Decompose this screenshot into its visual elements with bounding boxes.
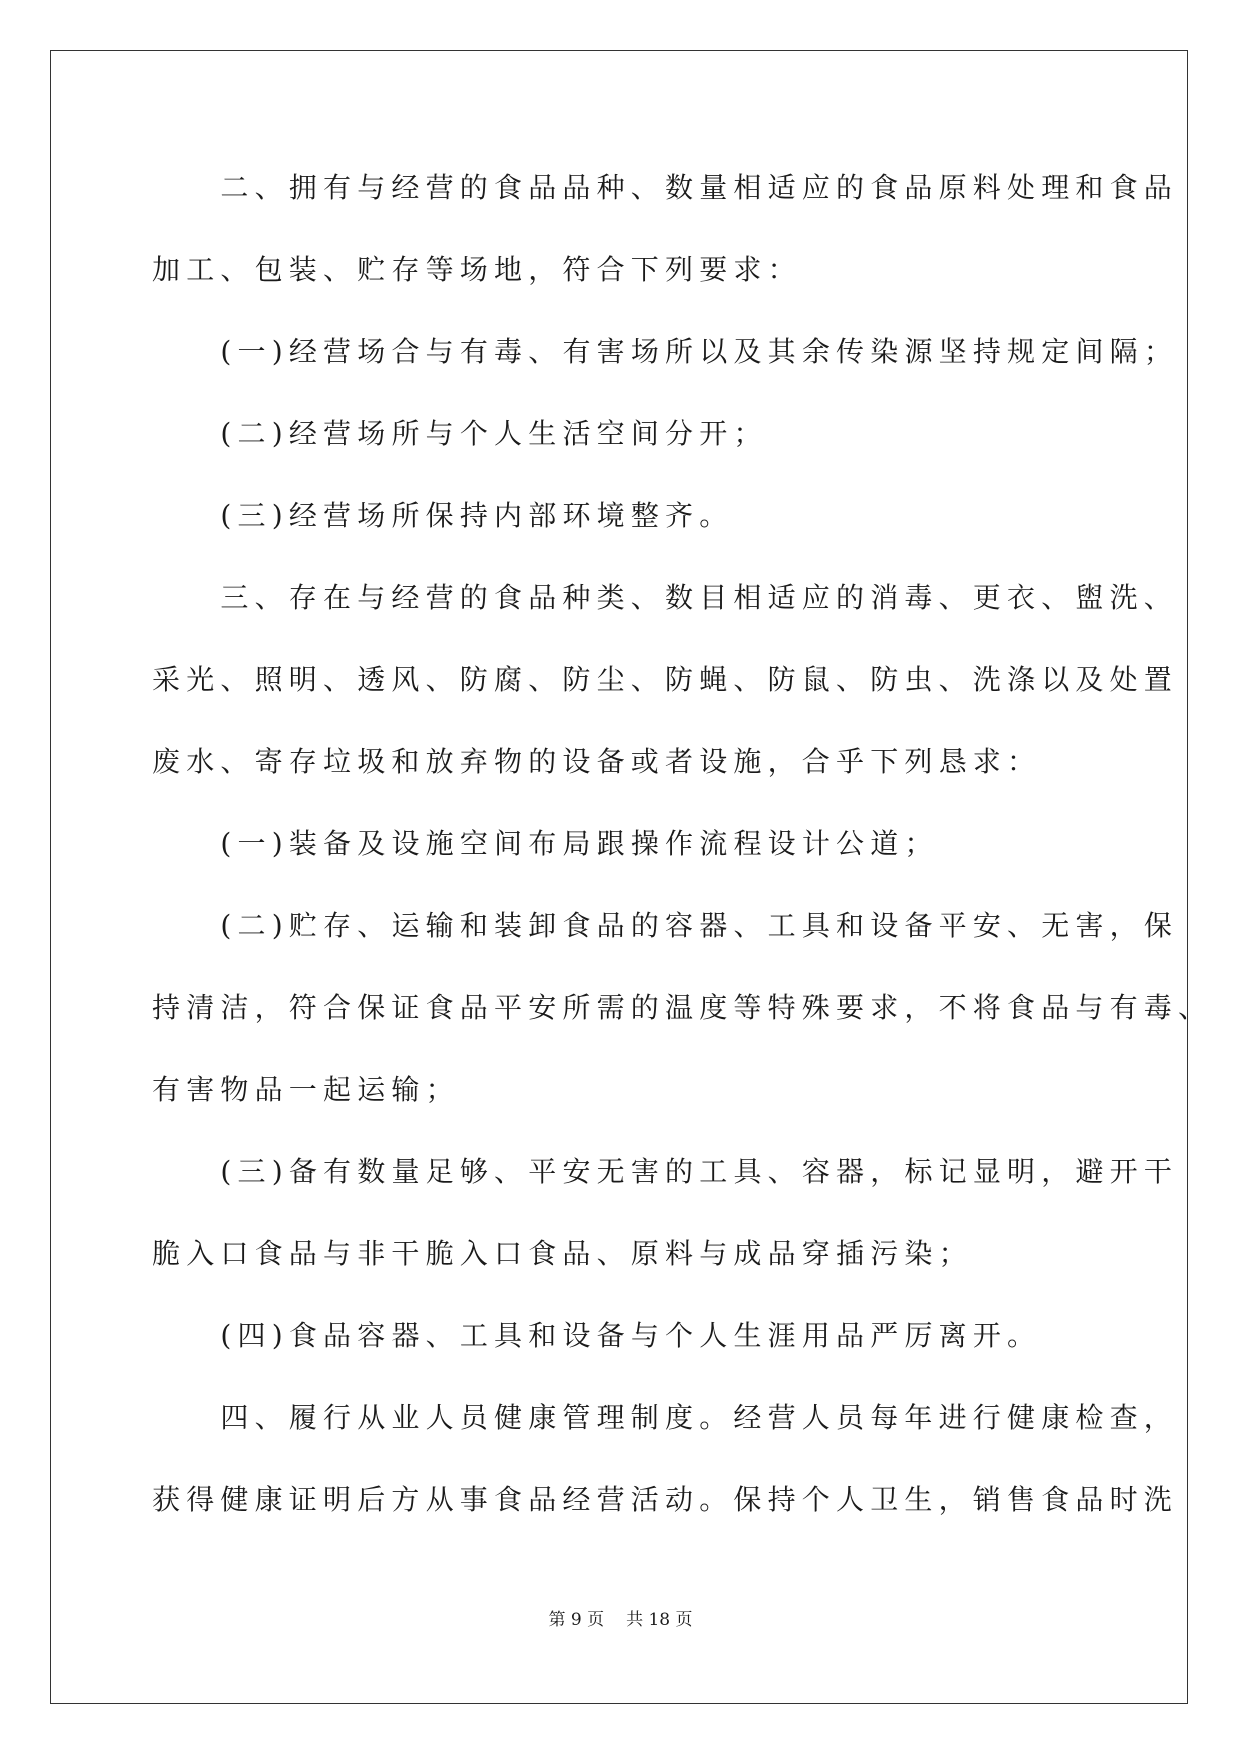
page-total: 共 18 页 bbox=[626, 1610, 693, 1630]
text-line: (一)经营场合与有毒、有害场所以及其余传染源坚持规定间隔； bbox=[152, 335, 1179, 368]
text-line: (三)备有数量足够、平安无害的工具、容器，标记显明，避开干 bbox=[152, 1155, 1179, 1188]
page-footer bbox=[0, 1609, 1241, 1631]
text-line: 四、履行从业人员健康管理制度。经营人员每年进行健康检查， bbox=[152, 1401, 1179, 1434]
page-number: 第 9 页 bbox=[548, 1610, 605, 1630]
text-line: 废水、寄存垃圾和放弃物的设备或者设施，合乎下列恳求： bbox=[152, 745, 1042, 778]
page-border bbox=[50, 50, 1188, 1704]
text-line: (二)经营场所与个人生活空间分开； bbox=[152, 417, 768, 450]
text-line: (三)经营场所保持内部环境整齐。 bbox=[152, 499, 734, 532]
text-line: (一)装备及设施空间布局跟操作流程设计公道； bbox=[152, 827, 939, 860]
text-line: 获得健康证明后方从事食品经营活动。保持个人卫生，销售食品时洗 bbox=[152, 1483, 1179, 1516]
text-line: 二、拥有与经营的食品品种、数量相适应的食品原料处理和食品 bbox=[152, 171, 1179, 204]
text-line: 有害物品一起运输； bbox=[152, 1073, 460, 1106]
text-line: (二)贮存、运输和装卸食品的容器、工具和设备平安、无害，保 bbox=[152, 909, 1179, 942]
text-line: 脆入口食品与非干脆入口食品、原料与成品穿插污染； bbox=[152, 1237, 973, 1270]
text-line: 采光、照明、透风、防腐、防尘、防蝇、防鼠、防虫、洗涤以及处置 bbox=[152, 663, 1179, 696]
text-line: (四)食品容器、工具和设备与个人生涯用品严厉离开。 bbox=[152, 1319, 1042, 1352]
text-line: 加工、包装、贮存等场地，符合下列要求： bbox=[152, 253, 802, 286]
text-line: 三、存在与经营的食品种类、数目相适应的消毒、更衣、盥洗、 bbox=[152, 581, 1179, 614]
text-line: 持清洁，符合保证食品平安所需的温度等特殊要求，不将食品与有毒、 bbox=[152, 991, 1213, 1024]
